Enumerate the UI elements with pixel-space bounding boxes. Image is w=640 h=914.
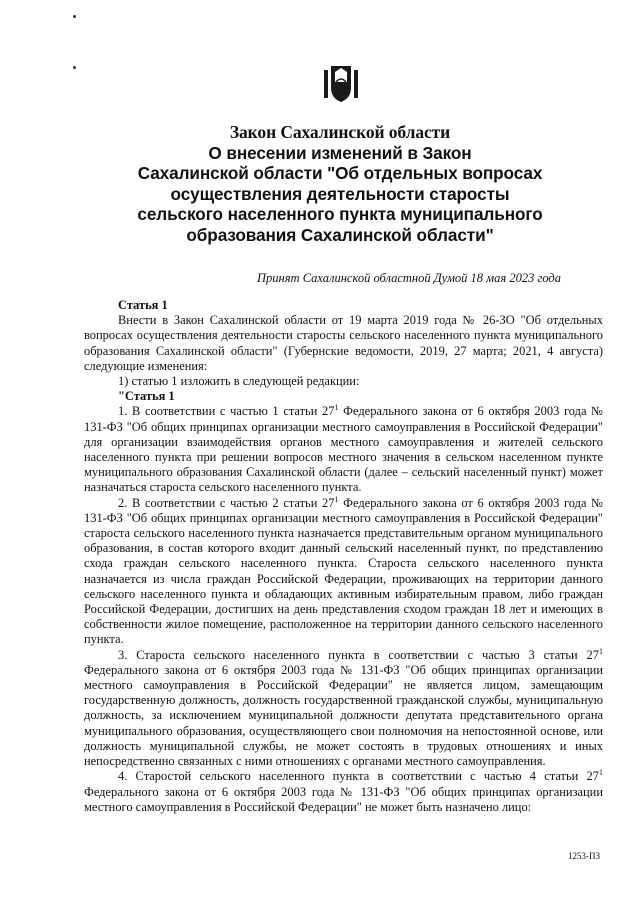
- paragraph-1: 1. В соответствии с частью 1 статьи $27^1$ Федерального закона от 6 октября 2003 года № 131-ФЗ "Об общих принципах организации местного самоуправления в Российской Федерации" для организации взаимодействия органов местного самоуправления и жителей сельского населенного пункта при решении вопросов местного значения в сельском населенном пункте муниципального образования Сахалинской области (далее – сельский населенный пункт) может назначаться староста сельского населенного пункта.: [84, 403, 603, 495]
- title-line: О внесении изменений в Закон: [208, 142, 472, 163]
- title-line: Закон Сахалинской области: [229, 122, 451, 142]
- law-body: [84, 298, 603, 815]
- document-number: 1253-ПЗ: [568, 851, 601, 861]
- scan-mark: [73, 66, 76, 69]
- coat-of-arms-icon: [323, 62, 359, 104]
- item-1: 1) статью 1 изложить в следующей редакции:: [118, 374, 360, 389]
- paragraph-2: 2. В соответствии с частью 2 статьи $27^1$ Федерального закона от 6 октября 2003 года № 131-ФЗ "Об общих принципах организации местного самоуправления в Российской Федерации" староста сельского населенного пункта назначается представительным органом муниципального образования, в состав которого входит данный сельский населенный пункт, по представлению схода граждан сельского населенного пункта. Староста сельского населенного пункта назначается из числа граждан Российской Федерации, проживающих на территории данного сельского населенного пункта и обладающих активным избирательным правом, либо граждан Российской Федерации, достигших на день представления сходом граждан 18 лет и имеющих в собственности жилое помещение, расположенное на территории данного сельского населенного пункта.: [84, 494, 603, 647]
- paragraph-4: 4. Старостой сельского населенного пункта в соответствии с частью 4 статьи $27^1$ Федерального закона от 6 октября 2003 года № 131-ФЗ "Об общих принципах организации местного самоуправления в Российской Федерации" не может быть назначено лицо:: [84, 768, 603, 814]
- title-line: осуществления деятельности старосты: [170, 183, 510, 204]
- scan-mark: [73, 15, 76, 18]
- adoption-note: Принят Сахалинской областной Думой 18 мая 2023 года: [257, 271, 561, 285]
- article-heading: Статья 1: [118, 298, 168, 312]
- title-line: сельского населенного пункта муниципального: [137, 204, 543, 224]
- quoted-article-heading: "Статья 1: [118, 389, 175, 404]
- title-line: образования Сахалинской области": [186, 224, 494, 245]
- law-title: [100, 122, 580, 245]
- paragraph-3: 3. Староста сельского населенного пункта в соответствии с частью 3 статьи $27^1$ Федерального закона от 6 октября 2003 года № 131-ФЗ "Об общих принципах организации местного самоуправления в Российской Федерации" не является лицом, замещающим государственную должность, должность государственной гражданской службы, муниципальную должность, за исключением муниципальной должности депутата представительного органа муниципального образования, осуществляющего свои полномочия на непостоянной основе, или должность муниципальной службы, не может состоять в трудовых отношениях и иных непосредственно связанных с ними отношениях с органами местного самоуправления.: [84, 646, 603, 769]
- intro-paragraph: Внести в Закон Сахалинской области от 19 марта 2019 года № 26-ЗО "Об отдельных вопросах осуществления деятельности старосты сельского населенного пункта муниципального образования Сахалинской области" (Губернские ведомости, 2019, 27 марта; 2021, 4 августа) следующие изменения:: [84, 313, 603, 373]
- title-line: Сахалинской области "Об отдельных вопросах: [137, 163, 543, 183]
